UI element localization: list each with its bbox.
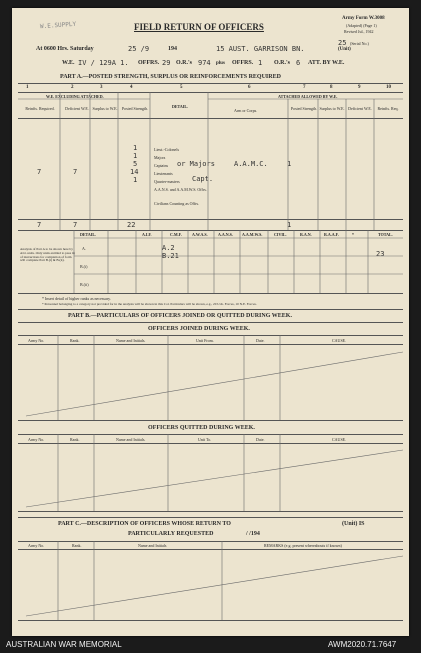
total-posted: 22	[127, 221, 136, 229]
hw-capt: Capt.	[192, 175, 214, 183]
rank-quartermasters: Quarter-masters	[154, 179, 180, 184]
we-label: W.E.	[62, 60, 75, 66]
part-c-title-1: PART C.—DESCRIPTION OF OFFICERS WHOSE RETURN TO	[58, 521, 231, 527]
we-value: IV / 129A 1.	[78, 59, 129, 67]
header-posted-strength: Posted Strength.	[121, 106, 149, 111]
ors-label: O.R.'s	[176, 60, 193, 66]
col-num-5: 5	[180, 85, 183, 90]
analysis-row-bi: B.(i)	[80, 264, 88, 269]
part-b-title: PART B.—PARTICULARS OF OFFICERS JOINED OR QUITTED DURING WEEK.	[68, 313, 292, 319]
ors2-label: O.R.'s	[274, 60, 291, 66]
quitted-col-name: Name and Initials.	[116, 437, 146, 442]
joined-col-army: Army No.	[28, 338, 45, 343]
footnote-1: * Insert detail of higher ranks as necessary.	[42, 296, 111, 301]
att-label: ATT. BY W.E.	[308, 60, 345, 66]
part-c-col-rank: Rank.	[72, 543, 82, 548]
analysis-col-star: *	[352, 232, 354, 237]
date-value: 25 /9	[128, 45, 150, 53]
form-rules	[12, 8, 409, 636]
posted-captains: 5	[133, 160, 138, 168]
posted-lieutenants: 14	[130, 168, 139, 176]
form-number: Army Form W.3008	[342, 16, 385, 21]
analysis-col-cmf: C.M.F.	[170, 232, 182, 237]
col-num-9: 9	[358, 85, 361, 90]
form-revised: Revised Jul., 1942	[344, 29, 374, 34]
col-num-8: 8	[330, 85, 333, 90]
analysis-row-bii: B.(ii)	[80, 282, 89, 287]
form-title: FIELD RETURN OF OFFICERS	[134, 22, 264, 32]
header-att-reinfts: Reinfts. Req.	[377, 106, 399, 111]
attached-allowed-header: ATTACHED ALLOWED BY W.E.	[278, 94, 338, 99]
joined-col-name: Name and Initials.	[116, 338, 146, 343]
part-c-col-name: Name and Initials	[138, 543, 167, 548]
ors-value: 974	[198, 59, 211, 67]
col-num-4: 4	[130, 85, 133, 90]
analysis-note: Analysis of Part A to be shown here by ALL units. Only units entitled to pass it) of instructions for completion of form will complete Part B.(i) & B.(ii).	[20, 247, 75, 263]
analysis-col-aamws: A.A.M.W.S.	[242, 232, 263, 237]
quitted-col-rank: Rank.	[70, 437, 80, 442]
total-att-posted: 1	[287, 221, 292, 229]
analysis-total: 23	[376, 250, 385, 258]
part-c-date-blank: / /194	[246, 531, 260, 537]
header-att-posted: Posted Strength.	[290, 106, 318, 111]
unit-label: (Unit)	[338, 47, 351, 52]
footer-right: AWM2020.71.7647	[328, 640, 397, 649]
form-sheet	[12, 8, 409, 636]
quitted-col-date: Date.	[256, 437, 265, 442]
col-num-7: 7	[303, 85, 306, 90]
joined-col-unit: Unit From.	[196, 338, 214, 343]
part-a-title: PART A.—POSTED STRENGTH, SURPLUS OR REINFORCEMENTS REQUIRED	[60, 74, 281, 80]
offrs2-value: 1	[258, 59, 263, 67]
posted-majors: 1	[133, 152, 138, 160]
offrs-label: OFFRS.	[138, 60, 160, 66]
joined-title: OFFICERS JOINED DURING WEEK.	[148, 326, 250, 332]
analysis-row-a: A.	[82, 246, 86, 251]
joined-col-rank: Rank.	[70, 338, 80, 343]
form-adapted: (Adapted) (Page 1)	[346, 23, 377, 28]
header-reinfts-required: Reinfts. Required.	[25, 106, 55, 111]
part-c-unit-is: (Unit) IS	[342, 521, 365, 527]
footer-left: AUSTRALIAN WAR MEMORIAL	[6, 640, 122, 649]
posted-quartermasters: 1	[133, 176, 138, 184]
joined-col-cause: CAUSE.	[332, 338, 347, 343]
analysis-col-aif: A.I.F.	[142, 232, 152, 237]
at-label: At 0600 Hrs. Saturday	[36, 46, 94, 52]
rank-lt-col: Lieut.-Colonels	[154, 147, 179, 152]
header-att-surplus: Surplus to W.E.	[319, 106, 345, 111]
header-arm-corps: Arm or Corps.	[234, 108, 258, 113]
analysis-cmf-a: A.2	[162, 244, 175, 252]
part-c-col-remarks: REMARKS (e.g. present whereabouts if known)	[264, 543, 342, 548]
detail-header: DETAIL.	[172, 104, 189, 109]
hw-att-posted: 1	[287, 160, 292, 168]
analysis-col-raaf: R.A.A.F.	[324, 232, 339, 237]
serial-label: (Serial No.)	[350, 41, 369, 46]
rank-aans: A.A.N.S. and A.A.M.W.S. Offrs.	[154, 187, 207, 192]
hw-or-majors: or Majors	[177, 160, 215, 168]
rank-majors: Majors	[154, 155, 166, 160]
rank-lieutenants: Lieutenants	[154, 171, 173, 176]
col-num-10: 10	[386, 85, 391, 90]
analysis-col-total: TOTAL.	[378, 232, 393, 237]
att-value: 6	[296, 59, 301, 67]
supply-stamp: W.E.SUPPLY	[39, 20, 77, 31]
plus-label: plus	[216, 61, 225, 66]
col-num-2: 2	[71, 85, 74, 90]
year-prefix: 194	[168, 46, 177, 52]
col-num-3: 3	[100, 85, 103, 90]
header-att-deficient: Deficient W.E.	[348, 106, 372, 111]
part-c-title-2: PARTICULARLY REQUESTED	[128, 531, 214, 537]
analysis-detail-label: DETAIL.	[80, 232, 97, 237]
analysis-cmf-b: B.21	[162, 252, 179, 260]
analysis-col-ran: R.A.N.	[300, 232, 312, 237]
joined-col-date: Date.	[256, 338, 265, 343]
analysis-col-awas: A.W.A.S.	[192, 232, 208, 237]
analysis-col-aans: A.A.N.S.	[218, 232, 233, 237]
quitted-col-cause: CAUSE.	[332, 437, 347, 442]
analysis-col-civil: CIVIL.	[274, 232, 287, 237]
col-num-6: 6	[248, 85, 251, 90]
we-excluding-header: W.E. EXCLUDING ATTACHED.	[46, 94, 104, 99]
quitted-title: OFFICERS QUITTED DURING WEEK.	[148, 425, 255, 431]
hw-arm-corps: A.A.M.C.	[234, 160, 268, 168]
header-surplus-we: Surplus to W.E.	[92, 106, 118, 111]
offrs-value: 29	[162, 59, 171, 67]
footnote-2: * Personnel belonging to a category not provided for in the analysis will be shown in this Col. Particulars will be shown, e.g., 20 U.K. Forces, 10 N.E. Forces.	[42, 302, 257, 306]
quitted-col-army: Army No.	[28, 437, 45, 442]
total-deficient: 7	[73, 221, 78, 229]
col-num-1: 1	[26, 85, 29, 90]
header-deficient-we: Deficient W.E.	[65, 106, 89, 111]
unit-value: 15 AUST. GARRISON BN.	[216, 45, 305, 53]
hw-reinf: 7	[37, 168, 42, 176]
quitted-col-unit: Unit To.	[198, 437, 212, 442]
total-reinf: 7	[37, 221, 42, 229]
rank-civilians: Civilians Counting as Offrs.	[154, 201, 200, 206]
offrs2-label: OFFRS.	[232, 60, 254, 66]
part-c-col-army: Army No.	[28, 543, 45, 548]
hw-deficient: 7	[73, 168, 78, 176]
posted-lt-col: 1	[133, 144, 138, 152]
serial-value: 25	[338, 39, 347, 47]
rank-captains: Captains	[154, 163, 168, 168]
